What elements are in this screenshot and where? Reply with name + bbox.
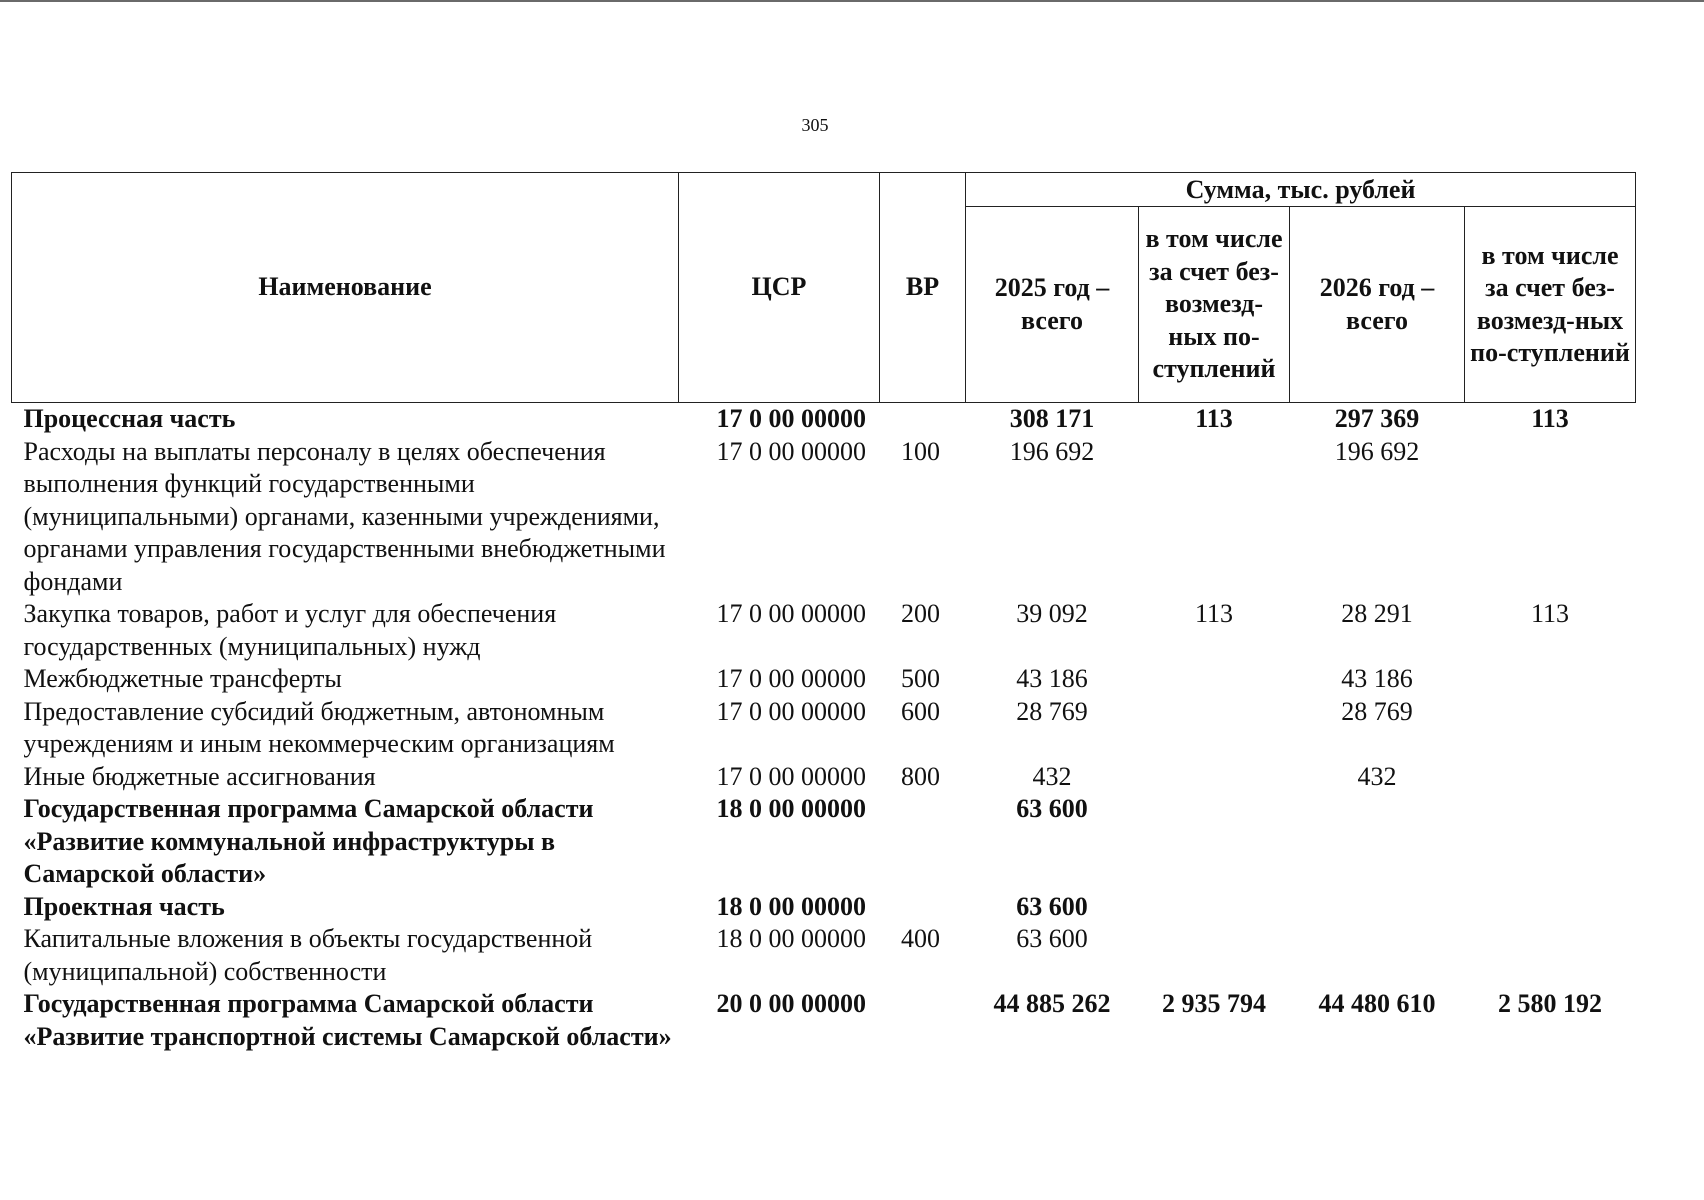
row-2026-grants [1465,663,1636,696]
row-vr: 500 [901,664,940,693]
row-2026-total [1290,793,1465,891]
row-2026-total: 28 769 [1341,696,1413,726]
table-row [12,663,1636,696]
row-name: Проектная часть [23,891,225,921]
row-2025-total: 39 092 [1016,599,1088,628]
row-2025-total: 63 600 [1016,794,1088,823]
row-vr [880,891,966,924]
row-2026-grants [1465,793,1636,891]
row-2026-grants: 113 [1531,404,1569,433]
row-name: Межбюджетные трансферты [23,664,342,693]
row-2025-total: 28 769 [1016,696,1088,726]
table-body [12,403,1636,1054]
row-2025-grants [1139,793,1290,891]
table-row [12,403,1636,436]
row-csr: 20 0 00 00000 [716,989,866,1018]
table-row [12,696,1636,761]
header-amount-group: Сумма, тыс. рублей [966,173,1636,207]
row-2026-total [1290,891,1465,924]
budget-table [11,172,1636,1053]
row-2025-grants: 2 935 794 [1162,989,1266,1018]
header-vr: ВР [880,173,966,403]
row-2026-grants: 2 580 192 [1498,989,1602,1018]
header-2025-grants: в том числе за счет без-возмезд-ных по-ступлений [1139,207,1290,403]
row-2025-grants [1139,436,1290,599]
row-2026-total: 297 369 [1334,404,1420,433]
row-vr: 400 [901,924,940,953]
row-2025-grants [1139,663,1290,696]
row-2025-grants [1139,891,1290,924]
page-number: 305 [801,115,829,135]
row-2025-grants: 113 [1195,404,1233,433]
row-vr [880,403,966,436]
row-vr: 100 [901,436,940,466]
row-2025-total: 43 186 [1016,664,1088,693]
table-row [12,761,1636,794]
row-2026-grants [1465,923,1636,988]
header-csr: ЦСР [679,173,880,403]
row-csr: 17 0 00 00000 [716,404,866,433]
row-vr: 800 [901,761,940,791]
header-2026-total: 2026 год – всего [1290,207,1465,403]
row-2025-total: 196 692 [1009,436,1095,466]
table-row [12,598,1636,663]
row-2025-total: 44 885 262 [993,989,1111,1018]
row-2025-grants [1139,696,1290,761]
row-2026-total: 43 186 [1341,664,1413,693]
row-name: Закупка товаров, работ и услуг для обеспечения государственных (муниципальных) нужд [23,599,557,661]
row-csr: 18 0 00 00000 [716,924,866,953]
row-2025-grants: 113 [1194,599,1234,628]
row-vr [880,793,966,891]
row-name: Государственная программа Самарской области «Развитие коммунальной инфраструктуры в Самарской области» [23,794,594,888]
row-name: Процессная часть [23,404,236,433]
row-name: Иные бюджетные ассигнования [23,761,376,791]
row-2026-total: 44 480 610 [1318,989,1436,1018]
row-2026-total: 196 692 [1334,436,1420,466]
row-vr [880,988,966,1053]
row-2026-total: 432 [1357,761,1397,791]
row-2025-total: 308 171 [1009,404,1095,433]
row-csr: 18 0 00 00000 [716,794,866,823]
table-row [12,891,1636,924]
table-row [12,793,1636,891]
row-2026-grants [1465,761,1636,794]
row-csr: 17 0 00 00000 [716,436,866,466]
row-2026-grants [1465,696,1636,761]
header-2026-grants: в том числе за счет без-возмезд-ных по-ступлений [1465,207,1636,403]
header-2025-total: 2025 год – всего [966,207,1139,403]
top-border-line [0,0,1704,2]
row-vr: 200 [901,599,940,628]
table-row [12,988,1636,1053]
row-csr: 17 0 00 00000 [716,664,866,693]
row-csr: 17 0 00 00000 [716,761,866,791]
row-2026-total: 28 291 [1341,599,1413,628]
row-name: Государственная программа Самарской области «Развитие транспортной системы Самарской области» [23,989,672,1051]
row-csr: 18 0 00 00000 [716,891,866,921]
row-2025-total: 63 600 [1016,891,1088,921]
row-2026-grants: 113 [1530,599,1570,628]
table-row [12,923,1636,988]
row-csr: 17 0 00 00000 [716,696,866,726]
row-name: Капитальные вложения в объекты государственной (муниципальной) собственности [23,924,593,986]
row-2026-grants [1465,436,1636,599]
row-2025-total: 432 [1032,761,1072,791]
table-row [12,436,1636,599]
row-2026-grants [1465,891,1636,924]
row-2026-total [1290,923,1465,988]
row-2025-total: 63 600 [1016,924,1088,953]
row-name: Расходы на выплаты персоналу в целях обеспечения выполнения функций государственными (муниципальными) органами, казенными учреждениями, органами управления государственными внебюджетными фондами [23,436,666,596]
table-header [12,173,1636,403]
header-name: Наименование [12,173,679,403]
row-csr: 17 0 00 00000 [716,599,866,628]
row-2025-grants [1139,923,1290,988]
row-name: Предоставление субсидий бюджетным, автономным учреждениям и иным некоммерческим организациям [23,696,615,758]
row-2025-grants [1139,761,1290,794]
row-vr: 600 [901,696,940,726]
